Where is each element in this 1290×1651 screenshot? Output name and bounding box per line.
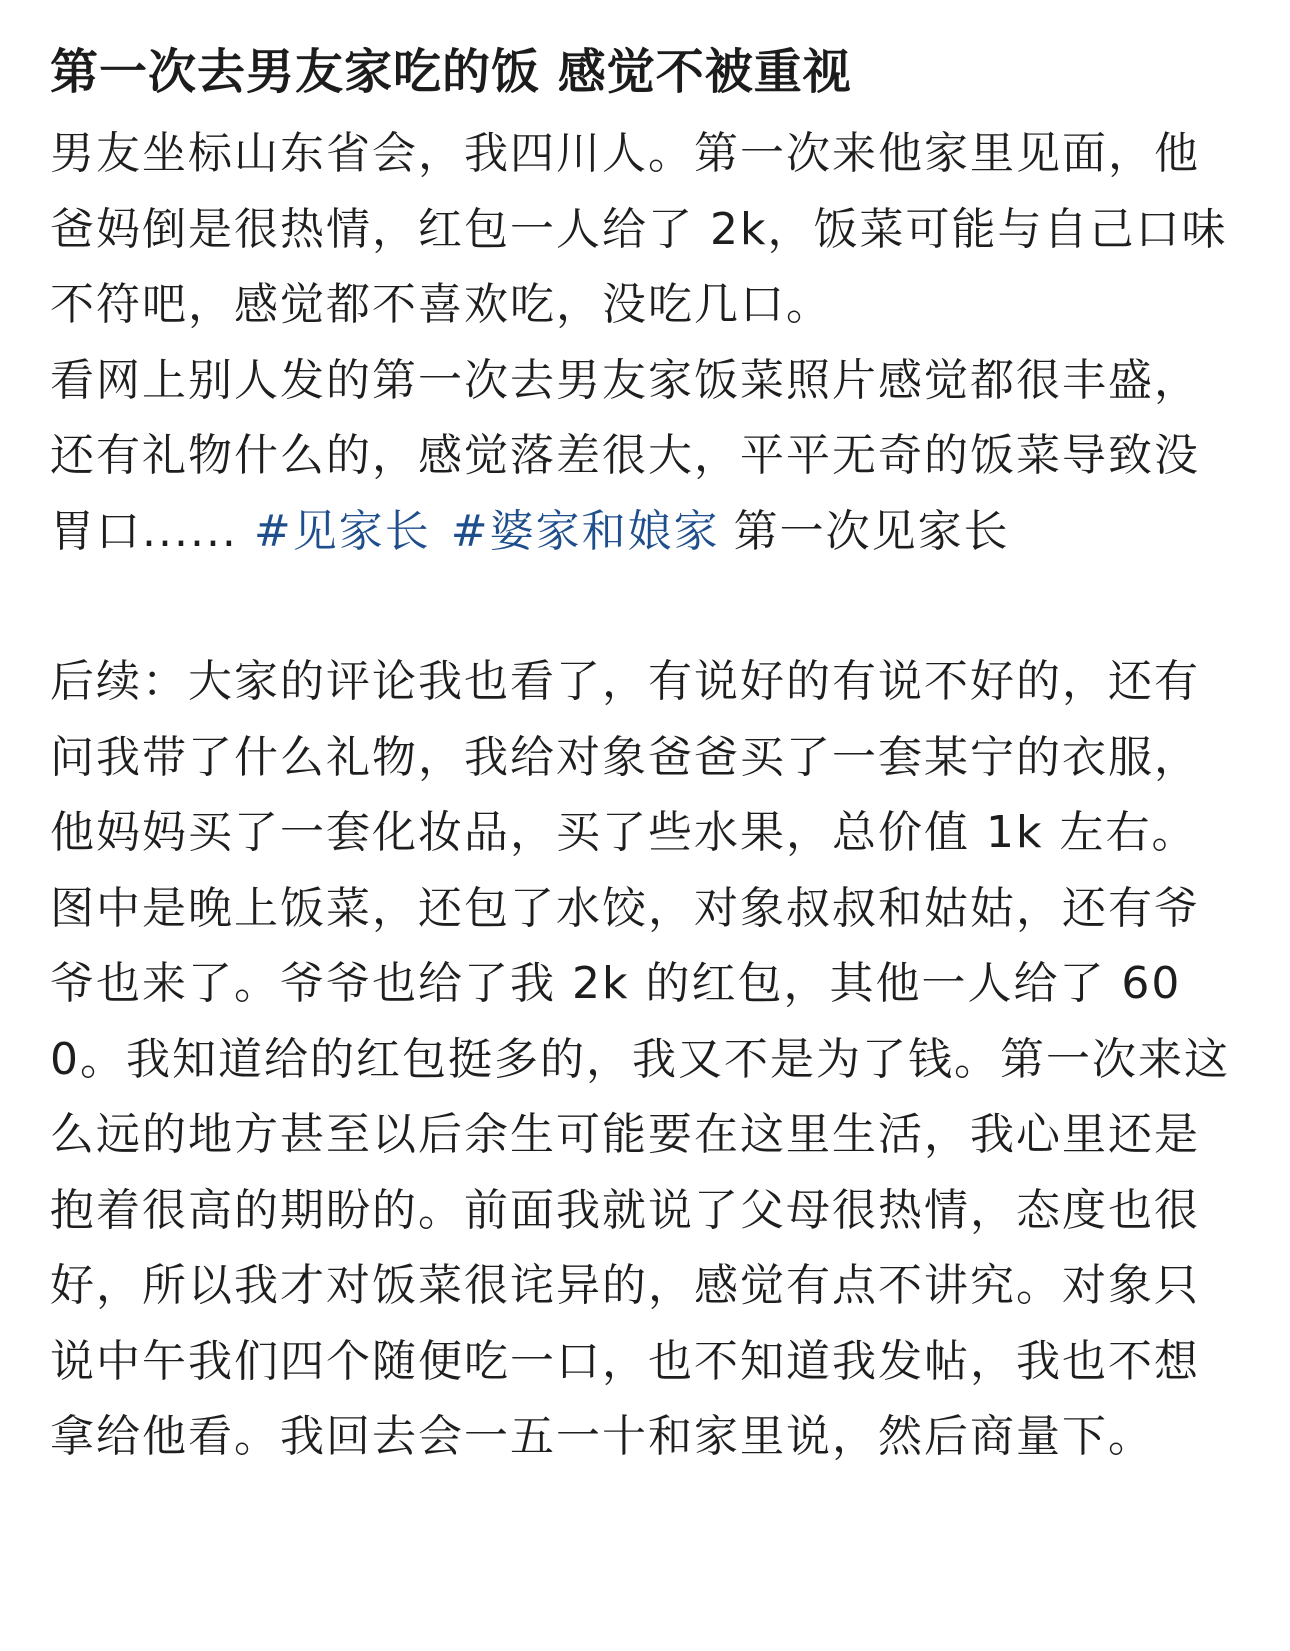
paragraph-spacer <box>50 569 1230 644</box>
post-followup: 后续：大家的评论我也看了，有说好的有说不好的，还有问我带了什么礼物，我给对象爸爸买了一套某宁的衣服，他妈妈买了一套化妆品，买了些水果，总价值 1k 左右。图中是晚上饭菜，还包了水饺，对象叔叔和姑姑，还有爷爷也来了。爷爷也给了我 2k 的红包，其他一人给了 600。我知道给的红包挺多的，我又不是为了钱。第一次来这么远的地方甚至以后余生可能要在这里生活，我心里还是抱着很高的期盼的。前面我就说了父母很热情，态度也很好，所以我才对饭菜很诧异的，感觉有点不讲究。对象只说中午我们四个随便吃一口，也不知道我发帖，我也不想拿给他看。我回去会一五一十和家里说，然后商量下。 <box>50 656 1230 1462</box>
hashtag-in-laws-and-family[interactable]: #婆家和娘家 <box>450 505 720 557</box>
post-body-part2 <box>50 343 1230 570</box>
post-body-part2-text: 看网上别人发的第一次去男友家饭菜照片感觉都很丰盛，还有礼物什么的，感觉落差很大，平平无奇的饭菜导致没胃口...... <box>50 354 1200 557</box>
post-title: 第一次去男友家吃的饭 感觉不被重视 <box>50 44 852 100</box>
topic-label: 第一次见家长 <box>733 505 1010 557</box>
post-body-part1: 男友坐标山东省会，我四川人。第一次来他家里见面，他爸妈倒是很热情，红包一人给了 2k，饭菜可能与自己口味不符吧，感觉都不喜欢吃，没吃几口。 <box>50 128 1228 330</box>
hashtag-meet-parents[interactable]: #见家长 <box>253 505 431 557</box>
